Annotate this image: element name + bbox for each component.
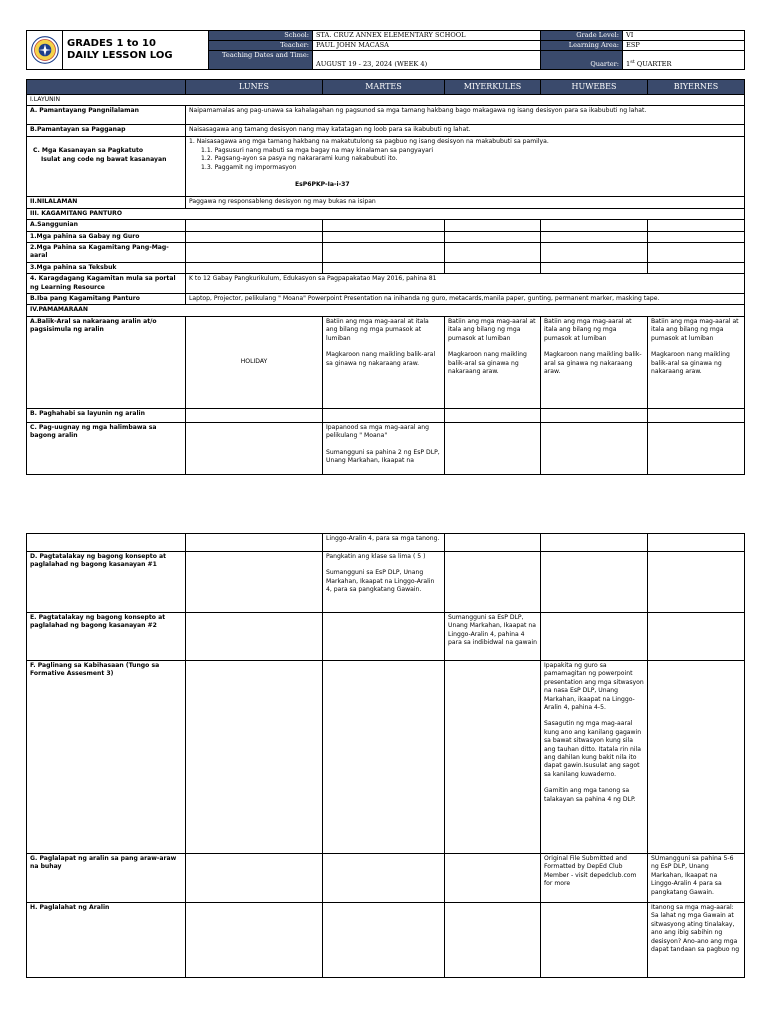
- balik-aral-martes: [323, 316, 445, 408]
- row-label-kasanayan: [27, 137, 186, 197]
- cell-empty: [445, 243, 541, 263]
- day-header-row: [27, 80, 745, 95]
- teaching-dates-label: Teaching Dates and Time:: [209, 51, 313, 70]
- cell-empty: [27, 534, 186, 552]
- row-label-nilalaman: II.NILALAMAN: [27, 197, 186, 208]
- row-label-pag-uugnay: C. Pag-uugnay ng mga halimbawa sa bagong aralin: [27, 422, 186, 474]
- cell-empty: [541, 231, 648, 242]
- cell-empty: [323, 243, 445, 263]
- school-label: School:: [209, 31, 313, 41]
- balik-aral-miyerkules-line1: Batiin ang mga mag-aaral at itala ang bilang ng mga pumasok at lumiban: [448, 317, 536, 342]
- day-header-biyernes: BIYERNES: [648, 80, 745, 95]
- row-label-iba-pang-kagamitan: B.Iba pang Kagamitang Panturo: [27, 294, 186, 305]
- cell-empty: [323, 613, 445, 661]
- cell-empty: [648, 661, 745, 854]
- cell-empty: [445, 534, 541, 552]
- day-header-blank: [27, 80, 186, 95]
- balik-aral-miyerkules: [445, 316, 541, 408]
- table-row: [27, 262, 745, 273]
- paglinang-huwebes: [541, 661, 648, 854]
- learning-area-value: ESP: [623, 41, 745, 51]
- cell-empty: [648, 220, 745, 231]
- cell-empty: [445, 262, 541, 273]
- table-row: [27, 243, 745, 263]
- row-label-pamantayang-pangnilalaman: A. Pamantayang Pangnilalaman: [27, 106, 186, 125]
- pagtatalakay-1-martes: [323, 552, 445, 613]
- pag-uugnay-martes: [323, 422, 445, 474]
- table-row: [27, 552, 745, 613]
- cell-empty: [445, 231, 541, 242]
- cell-empty: [541, 422, 648, 474]
- cell-empty: [186, 262, 323, 273]
- kasanayan-item-1: 1.1. Pagsusuri nang mabuti sa mga bagay na may kinalaman sa pangyayari: [201, 146, 434, 154]
- cell-empty: [323, 220, 445, 231]
- quarter-value: [623, 51, 745, 70]
- cell-empty: [541, 408, 648, 422]
- table-row: [27, 208, 745, 219]
- row-label-teksbuk: 3.Mga pahina sa Teksbuk: [27, 262, 186, 273]
- title-line-2: DAILY LESSON LOG: [67, 50, 173, 61]
- pamantayan-sa-pagganap-text: Naisasagawa ang tamang desisyon nang may katatagan ng loob para sa ikabubuti ng lahat.: [186, 125, 745, 137]
- cell-empty: [541, 262, 648, 273]
- row-label-pagtatalakay-2: E. Pagtatalakay ng bagong konsepto at paglalahad ng bagong kasanayan #2: [27, 613, 186, 661]
- quarter-suffix: st: [630, 58, 635, 65]
- quarter-label: Quarter:: [541, 51, 623, 70]
- row-label-paglalapat: G. Paglalapat ng aralin sa pang araw-araw na buhay: [27, 854, 186, 903]
- cell-empty: [648, 231, 745, 242]
- teaching-dates-value: AUGUST 19 - 23, 2024 (WEEK 4): [313, 51, 541, 70]
- cell-empty: [648, 243, 745, 263]
- row-label-karagdagang-kagamitan: 4. Karagdagang Kagamitan mula sa portal ng Learning Resource: [27, 274, 186, 294]
- table-row: [27, 613, 745, 661]
- cell-empty: [445, 661, 541, 854]
- table-row: [27, 220, 745, 231]
- kasanayan-code: EsP6PKP-Ia-i-37: [295, 181, 350, 189]
- table-row: [27, 534, 745, 552]
- table-row: [27, 854, 745, 903]
- balik-aral-huwebes: [541, 316, 648, 408]
- table-row: [27, 661, 745, 854]
- pagtatalakay-1-line1: Pangkatin ang klase sa lima ( 5 ): [326, 553, 426, 560]
- cell-empty: [323, 661, 445, 854]
- cell-empty: [186, 613, 323, 661]
- paglalahat-biyernes: Itanong sa mga mag-aaral: Sa lahat ng mga Gawain at sitwasyong ating tinalakay, ano ang ibig sabihin ng desisyon? Ano-ano ang mga dapat tandaan sa pagbuo ng: [648, 903, 745, 978]
- table-row: [27, 422, 745, 474]
- cell-empty: [648, 408, 745, 422]
- cell-empty: [541, 243, 648, 263]
- balik-aral-biyernes: [648, 316, 745, 408]
- pag-uugnay-continued: Linggo-Aralin 4, para sa mga tanong.: [323, 534, 445, 552]
- table-row: [27, 408, 745, 422]
- cell-empty: [445, 422, 541, 474]
- row-label-pagtatalakay-1: D. Pagtatalakay ng bagong konsepto at paglalahad ng bagong kasanayan #1: [27, 552, 186, 613]
- pag-uugnay-line2: Sumangguni sa pahina 2 ng EsP DLP, Unang Markahan, Ikaapat na: [326, 448, 440, 465]
- cell-empty: [186, 408, 323, 422]
- row-label-paglalahat: H. Paglalahat ng Aralin: [27, 903, 186, 978]
- row-label-paglinang: F. Paglinang sa Kabihasaan (Tungo sa Formative Assesment 3): [27, 661, 186, 854]
- table-row: [27, 903, 745, 978]
- table-row: [27, 274, 745, 294]
- row-label-paghahabi: B. Paghahabi sa layunin ng aralin: [27, 408, 186, 422]
- row-label-sanggunian: A.Sanggunian: [27, 220, 186, 231]
- cell-empty: [541, 613, 648, 661]
- row-label-gabay-guro: 1.Mga pahina sa Gabay ng Guro: [27, 231, 186, 242]
- kasanayan-label-line2: Isulat ang code ng bawat kasanayan: [41, 155, 167, 163]
- cell-empty: [541, 534, 648, 552]
- lesson-log-table-continued: [26, 533, 745, 978]
- teacher-value: PAUL JOHN MACASA: [313, 41, 541, 51]
- table-row: [27, 294, 745, 305]
- day-header-martes: MARTES: [323, 80, 445, 95]
- cell-empty: [323, 903, 445, 978]
- balik-aral-miyerkules-line2: Magkaroon nang maikling balik-aral sa ginawa ng nakaraang araw.: [448, 351, 527, 375]
- learning-area-label: Learning Area:: [541, 41, 623, 51]
- paglalapat-huwebes: Original File Submitted and Formatted by DepEd Club Member - visit depedclub.com for more: [541, 854, 648, 903]
- cell-empty: [323, 262, 445, 273]
- day-header-lunes: LUNES: [186, 80, 323, 95]
- cell-empty: [186, 552, 323, 613]
- title-line-1: GRADES 1 to 10: [67, 38, 156, 49]
- quarter-number: 1: [626, 60, 631, 68]
- paglalapat-biyernes: SUmangguni sa pahina 5-6 ng EsP DLP, Unang Markahan, Ikaapat na Linggo-Aralin 4 para sa pangkatang Gawain.: [648, 854, 745, 903]
- row-label-balik-aral: A.Balik-Aral sa nakaraang aralin at/o pagsisimula ng aralin: [27, 316, 186, 408]
- cell-empty: [445, 220, 541, 231]
- cell-empty: [445, 854, 541, 903]
- cell-empty: [445, 552, 541, 613]
- pagtatalakay-1-line2: Sumangguni sa EsP DLP, Unang Markahan, Ikaapat na Linggo-Aralin 4, para sa pangkatang Gawain.: [326, 569, 435, 594]
- cell-empty: [186, 422, 323, 474]
- cell-empty: [648, 534, 745, 552]
- pag-uugnay-line1: Ipapanood sa mga mag-aaral ang pelikulang " Moana": [326, 423, 429, 440]
- table-row: [27, 197, 745, 208]
- table-row: [27, 231, 745, 242]
- table-row: [27, 137, 745, 197]
- cell-empty: [186, 854, 323, 903]
- cell-empty: [445, 408, 541, 422]
- iba-pang-kagamitan-text: Laptop, Projector, pelikulang " Moana" Powerpoint Presentation na inihanda ng guro, metacards,manila paper, gunting, permanent marker, masking tape.: [186, 294, 745, 305]
- cell-empty: [445, 903, 541, 978]
- pamantayang-pangnilalaman-text: Naipamamalas ang pag-unawa sa kahalagahan ng pagsunod sa mga tamang hakbang bago makagawa ng isang desisyon para sa ikabubuti ng lahat.: [186, 106, 745, 125]
- balik-aral-martes-line2: Magkaroon nang maikling balik-aral sa ginawa ng nakaraang araw.: [326, 351, 436, 367]
- section-layunin: I.LAYUNIN: [27, 95, 745, 106]
- balik-aral-biyernes-line2: Magkaroon nang maikling balik-aral sa ginawa ng nakaraang araw.: [651, 351, 730, 375]
- karagdagang-kagamitan-text: K to 12 Gabay Pangkurikulum, Edukasyon sa Pagpapakatao May 2016, pahina 81: [186, 274, 745, 294]
- lesson-log-table: [26, 79, 745, 475]
- section-kagamitang-panturo: III. KAGAMITANG PANTURO: [27, 208, 745, 219]
- row-label-pamantayan-sa-pagganap: B.Pamantayan sa Pagganap: [27, 125, 186, 137]
- cell-empty: [186, 661, 323, 854]
- paglinang-line3: Gamitin ang mga tanong sa talakayan sa pahina 4 ng DLP.: [544, 787, 636, 803]
- cell-empty: [186, 231, 323, 242]
- balik-aral-huwebes-line1: Batiin ang mga mag-aaral at itala ang bilang ng mga pumasok at lumiban: [544, 317, 632, 342]
- cell-empty: [541, 903, 648, 978]
- kasanayan-item-2: 1.2. Pagsang-ayon sa pasya ng nakararami kung nakabubuti ito.: [201, 155, 398, 163]
- title-cell: [63, 31, 209, 70]
- table-row: [27, 125, 745, 137]
- cell-empty: [648, 613, 745, 661]
- deped-seal-cell: [27, 31, 63, 70]
- cell-empty: [186, 534, 323, 552]
- kasanayan-item-3: 1.3. Paggamit ng impormasyon: [201, 163, 297, 171]
- table-row: [27, 106, 745, 125]
- kasanayan-label-line1: C. Mga Kasanayan sa Pagkatuto: [33, 147, 144, 155]
- balik-aral-biyernes-line1: Batiin ang mga mag-aaral at itala ang bilang ng mga pumasok at lumiban: [651, 317, 739, 342]
- balik-aral-martes-line1: Batiin ang mga mag-aaral at itala ang bilang ng mga pumasok at lumiban: [326, 317, 429, 342]
- school-value: STA. CRUZ ANNEX ELEMENTARY SCHOOL: [313, 31, 541, 41]
- cell-empty: [186, 220, 323, 231]
- kasanayan-main: 1. Naisasagawa ang mga tamang hakbang na makatutulong sa pagbuo ng isang desisyon na makabubuti sa pamilya.: [189, 138, 549, 146]
- paglinang-line2: Sasagutin ng mga mag-aaral kung ano ang kanilang gagawin sa bawat sitwasyon kung sila ang tauhan ditto. Itatala rin nila ang dahilan kung bakit nila ito dapat gawin.Isusulat ang sagot sa kanilang kuwaderno.: [544, 720, 642, 778]
- table-row: [27, 95, 745, 106]
- cell-empty: [648, 262, 745, 273]
- day-header-huwebes: HUWEBES: [541, 80, 648, 95]
- kasanayan-cell: [186, 137, 745, 197]
- cell-empty: [186, 903, 323, 978]
- cell-empty: [323, 854, 445, 903]
- header-table: [26, 30, 745, 70]
- balik-aral-huwebes-line2: Magkaroon nang maikling balik-aral sa ginawa ng nakaraang araw.: [544, 351, 642, 375]
- cell-empty: [541, 552, 648, 613]
- cell-empty: [648, 552, 745, 613]
- cell-empty: [323, 408, 445, 422]
- teacher-label: Teacher:: [209, 41, 313, 51]
- section-pamamaraan: IV.PAMAMARAAN: [27, 305, 745, 316]
- day-header-miyerkules: MIYERKULES: [445, 80, 541, 95]
- paglinang-line1: Ipapakita ng guro sa pamamagitan ng powerpoint presentation ang mga sitwasyon na nasa EsP DLP, Unang Markahan, ikaapat na Linggo-Aralin 4, pahina 4-5.: [544, 662, 644, 712]
- table-row: [27, 305, 745, 316]
- cell-empty: [186, 243, 323, 263]
- cell-empty: [323, 231, 445, 242]
- deped-seal-icon: [31, 36, 59, 64]
- pagtatalakay-2-miyerkules: Sumangguni sa EsP DLP, Unang Markahan, Ikaapat na Linggo-Aralin 4, pahina 4 para sa indibidwal na gawain: [445, 613, 541, 661]
- quarter-word: QUARTER: [634, 60, 672, 68]
- table-row: [27, 316, 745, 408]
- nilalaman-text: Paggawa ng responsableng desisyon ng may bukas na isipan: [186, 197, 745, 208]
- cell-empty: [648, 422, 745, 474]
- grade-level-value: VI: [623, 31, 745, 41]
- cell-empty: [541, 220, 648, 231]
- holiday-cell: HOLIDAY: [186, 316, 323, 408]
- grade-level-label: Grade Level:: [541, 31, 623, 41]
- row-label-kagamitang-mag-aaral: 2.Mga Pahina sa Kagamitang Pang-Mag-aaral: [27, 243, 186, 263]
